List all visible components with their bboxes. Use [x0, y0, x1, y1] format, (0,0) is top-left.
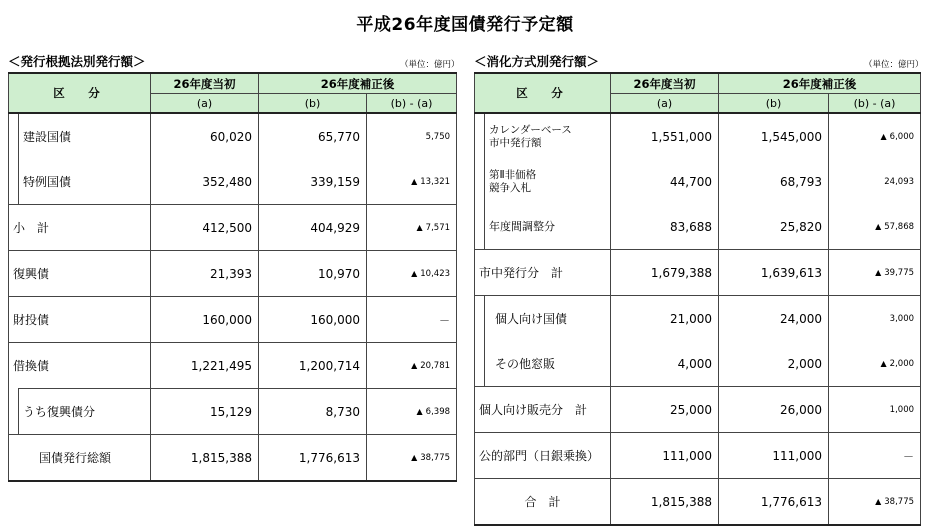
right-header-sub1: (a): [611, 94, 719, 114]
left-unit-label: （単位：億円）: [400, 60, 460, 70]
row-diff: ▲ 57,868: [829, 204, 921, 250]
row-diff: ▲ 20,781: [367, 343, 457, 389]
row-label: カレンダーベース 市中発行額: [485, 113, 611, 159]
row-value-a: 21,000: [611, 296, 719, 342]
left-header-col1: 26年度当初: [151, 73, 259, 94]
row-label: 個人向け国債: [485, 296, 611, 342]
table-row-total: [475, 479, 921, 526]
row-value-b: 1,776,613: [259, 435, 367, 482]
table-row: [475, 159, 921, 204]
row-value-b: 160,000: [259, 297, 367, 343]
row-diff: ▲ 6,398: [367, 389, 457, 435]
table-row: [9, 251, 457, 297]
row-diff: －: [367, 297, 457, 343]
row-label: うち復興債分: [19, 389, 151, 435]
left-header-col2: 26年度補正後: [259, 73, 457, 94]
right-header-col2: 26年度補正後: [719, 73, 921, 94]
table-row: [9, 343, 457, 389]
row-value-b: 24,000: [719, 296, 829, 342]
row-value-a: 1,551,000: [611, 113, 719, 159]
row-label: 小 計: [9, 205, 151, 251]
right-section-title: ＜消化方式別発行額＞: [474, 54, 600, 69]
row-diff: ▲ 10,423: [367, 251, 457, 297]
row-value-b: 25,820: [719, 204, 829, 250]
row-value-a: 44,700: [611, 159, 719, 204]
row-value-a: 352,480: [151, 159, 259, 205]
row-value-a: 1,221,495: [151, 343, 259, 389]
row-value-a: 25,000: [611, 387, 719, 433]
row-label: 年度間調整分: [485, 204, 611, 250]
row-value-a: 15,129: [151, 389, 259, 435]
row-value-b: 26,000: [719, 387, 829, 433]
row-value-b: 8,730: [259, 389, 367, 435]
row-value-a: 1,815,388: [151, 435, 259, 482]
right-header-row: [475, 73, 921, 94]
row-value-b: 10,970: [259, 251, 367, 297]
row-diff: ▲ 6,000: [829, 113, 921, 159]
row-value-b: 1,200,714: [259, 343, 367, 389]
row-diff: ▲ 13,321: [367, 159, 457, 205]
right-issuance-table: [474, 72, 921, 526]
row-value-a: 21,393: [151, 251, 259, 297]
row-value-b: 1,545,000: [719, 113, 829, 159]
row-label: 合 計: [475, 479, 611, 526]
left-header-category: 区 分: [9, 73, 151, 113]
table-row: [9, 389, 457, 435]
table-row: [475, 433, 921, 479]
row-label: 個人向け販売分 計: [475, 387, 611, 433]
row-diff: ▲ 39,775: [829, 250, 921, 296]
row-label: 市中発行分 計: [475, 250, 611, 296]
row-value-a: 83,688: [611, 204, 719, 250]
row-value-b: 65,770: [259, 113, 367, 159]
row-diff: 5,750: [367, 113, 457, 159]
table-row: [9, 205, 457, 251]
row-value-a: 160,000: [151, 297, 259, 343]
left-header-row: [9, 73, 457, 94]
table-row: [9, 297, 457, 343]
table-row: [475, 341, 921, 387]
row-label: 建設国債: [19, 113, 151, 159]
row-value-b: 1,639,613: [719, 250, 829, 296]
left-header-sub1: (a): [151, 94, 259, 114]
right-header-category: 区 分: [475, 73, 611, 113]
row-label: 国債発行総額: [9, 435, 151, 482]
table-row: [475, 113, 921, 159]
right-header-sub3: (b) - (a): [829, 94, 921, 114]
row-value-a: 4,000: [611, 341, 719, 387]
left-header-sub2: (b): [259, 94, 367, 114]
row-diff: 24,093: [829, 159, 921, 204]
row-value-a: 111,000: [611, 433, 719, 479]
right-unit-label: （単位：億円）: [864, 60, 924, 70]
row-value-b: 68,793: [719, 159, 829, 204]
row-value-a: 1,815,388: [611, 479, 719, 526]
row-label: その他窓販: [485, 341, 611, 387]
left-header-sub3: (b) - (a): [367, 94, 457, 114]
row-value-a: 60,020: [151, 113, 259, 159]
row-value-b: 339,159: [259, 159, 367, 205]
row-value-b: 111,000: [719, 433, 829, 479]
row-value-a: 1,679,388: [611, 250, 719, 296]
table-row: [9, 159, 457, 205]
row-diff: 1,000: [829, 387, 921, 433]
table-row: [9, 113, 457, 159]
row-value-b: 2,000: [719, 341, 829, 387]
right-header-sub2: (b): [719, 94, 829, 114]
row-value-a: 412,500: [151, 205, 259, 251]
row-diff: 3,000: [829, 296, 921, 342]
row-diff: －: [829, 433, 921, 479]
table-row: [475, 387, 921, 433]
left-issuance-table: [8, 72, 457, 482]
row-label: 特例国債: [19, 159, 151, 205]
table-row-total: [9, 435, 457, 482]
row-label: 財投債: [9, 297, 151, 343]
table-row: [475, 250, 921, 296]
right-header-col1: 26年度当初: [611, 73, 719, 94]
row-label: 公的部門（日銀乗換）: [475, 433, 611, 479]
row-diff: ▲ 38,775: [829, 479, 921, 526]
row-label: 復興債: [9, 251, 151, 297]
table-row: [475, 204, 921, 250]
row-value-b: 1,776,613: [719, 479, 829, 526]
table-row: [475, 296, 921, 342]
row-label: 借換債: [9, 343, 151, 389]
row-label: 第Ⅱ非価格 競争入札: [485, 159, 611, 204]
row-diff: ▲ 2,000: [829, 341, 921, 387]
left-section-title: ＜発行根拠法別発行額＞: [8, 54, 146, 69]
page-title: 平成26年度国債発行予定額: [356, 15, 574, 35]
row-value-b: 404,929: [259, 205, 367, 251]
row-diff: ▲ 38,775: [367, 435, 457, 482]
row-diff: ▲ 7,571: [367, 205, 457, 251]
